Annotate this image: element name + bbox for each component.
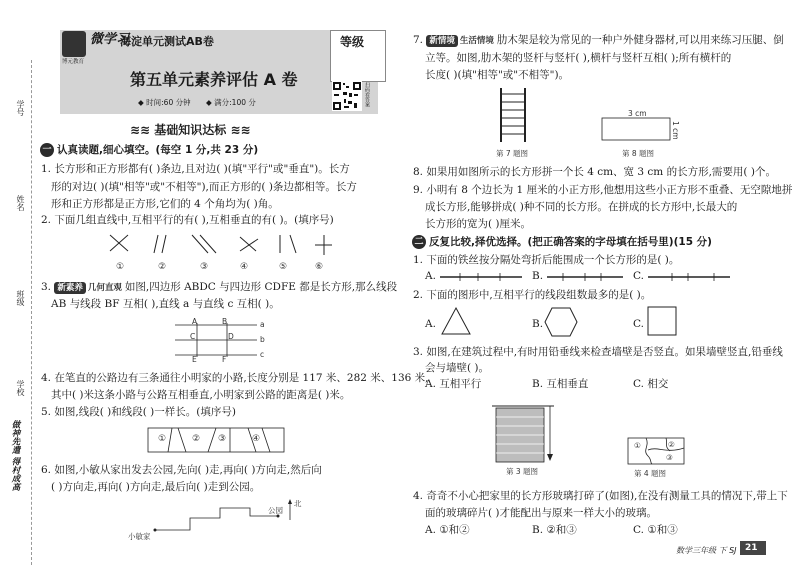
q7-line2: 立等。如图,肋木架的竖杆与竖杆( ),横杆与竖杆互相( );所有横杆的 (425, 52, 732, 64)
q1-line3: 形和正方形都是正方形,它们的 4 个角均为( )角。 (51, 198, 279, 210)
q6-figure (150, 498, 310, 548)
q2-2-opt-b: B. (532, 318, 544, 330)
q6-line1: 6. 如图,小敏从家出发去公园,先向( )走,再向( )方向走,然后向 (41, 464, 322, 476)
q2-3-fig-caption: 第 3 题图 (506, 467, 539, 476)
q2-1-opt-a-wire (438, 272, 524, 282)
q3-figure (165, 315, 275, 365)
q3-line2: AB 与线段 BF 互相( ),直线 a 与直线 c 互相( )。 (51, 298, 280, 310)
q5-text: 5. 如图,线段( )和线段( )一样长。(填序号) (41, 406, 236, 418)
q7-figure (493, 86, 533, 144)
q1-line1: 1. 长方形和正方形都有( )条边,且对边( )(填"平行"或"垂直")。长方 (41, 163, 350, 175)
brand-sub: 博元教育 (62, 59, 85, 65)
q2-label-5: ⑤ (279, 262, 288, 272)
q2-label-2: ② (158, 262, 167, 272)
q2-4-line2: 面的玻璃碎片( )才能配出与原来一样大小的玻璃。 (425, 507, 658, 519)
q3-fig-E: E (192, 355, 197, 364)
q2-4-line1: 4. 奇奇不小心把家里的长方形玻璃打碎了(如图),在没有测量工具的情况下,带上下 (413, 490, 788, 502)
q5-label-3: ③ (218, 434, 227, 444)
q2-4-opt-a: A. ①和② (425, 524, 470, 536)
q2-4-fig-mark-2: ② (668, 440, 675, 449)
section1-header: 一 认真读题,细心填空。(每空 1 分,共 23 分) (40, 143, 258, 158)
q6-line2: ( )方向走,再向( )方向走,最后向( )走到公园。 (51, 481, 261, 493)
section2-header: 二 反复比较,择优选择。(把正确答案的字母填在括号里)(15 分) (412, 235, 712, 250)
margin-rule (31, 60, 32, 565)
q2-2-opt-a-triangle (440, 306, 472, 336)
q2-1-text: 1. 下面的铁丝按分隔处弯折后能围成一个长方形的是( )。 (413, 254, 680, 266)
q3-line1: 3. 新素养 几何直观 如图,四边形 ABDC 与四边形 CDFE 都是长方形,那么线段 (41, 281, 398, 293)
q2-figure (100, 231, 340, 261)
brand-logo (62, 31, 86, 57)
q2-3-figure (492, 394, 562, 464)
q2-1-opt-b-wire (545, 272, 625, 282)
q7-fig-caption: 第 7 题图 (496, 149, 529, 158)
q2-3-opt-c: C. 相交 (633, 378, 669, 390)
q3-fig-b: b (260, 335, 265, 344)
q2-3-opt-b: B. 互相垂直 (532, 378, 589, 390)
q3-fig-B: B (222, 317, 228, 326)
q2-label-3: ③ (200, 262, 209, 272)
q2-2-opt-c: C. (633, 318, 644, 330)
margin-label-name: 姓名 (16, 195, 25, 211)
q2-4-fig-caption: 第 4 题图 (634, 469, 667, 478)
q8-text: 8. 如果用如图所示的长方形拼一个长 4 cm、宽 3 cm 的长方形,需要用( )个。 (413, 166, 776, 178)
q2-label-6: ⑥ (315, 262, 324, 272)
q2-4-fig-mark-3: ③ (666, 453, 673, 462)
q3-fig-F: F (222, 355, 227, 364)
q5-figure (146, 424, 288, 456)
brand-logo-text: 微学习 (90, 32, 130, 47)
q3-fig-A: A (192, 317, 198, 326)
q2-2-text: 2. 下面的图形中,互相平行的线段组数最多的是( )。 (413, 289, 652, 301)
q8-fig-height: 1 cm (671, 121, 680, 140)
q2-3-line1: 3. 如图,在建筑过程中,有时用铅垂线来检查墙壁是否竖直。如果墙壁竖直,铅垂线 (413, 346, 783, 358)
q4-line2: 其中( )米这条小路与公路互相垂直,小明家到公路的距离是( )米。 (51, 389, 351, 401)
q9-line2: 成长方形,能够拼成( )种不同的长方形。在拼成的长方形中,长最大的 (425, 201, 738, 213)
series-name: 海淀单元测试AB卷 (120, 35, 214, 48)
section-banner: ≋≋ 基础知识达标 ≋≋ (130, 123, 251, 137)
q3-fig-D: D (228, 332, 234, 341)
margin-label-class: 班级 (16, 290, 25, 306)
q2-2-opt-c-square (646, 305, 678, 337)
footer-subject: 数学三年级 下 SJ (676, 546, 737, 555)
q9-line1: 9. 小明有 8 个边长为 1 厘米的小正方形,他想用这些小正方形不重叠、无空隙地拼 (413, 184, 793, 196)
margin-label-id: 学号 (16, 100, 25, 116)
q2-1-opt-b: B. (532, 270, 544, 282)
grade-label: 等级 (340, 35, 365, 49)
page-number: 21 (745, 543, 758, 553)
margin-label-school: 学校 (16, 380, 25, 396)
q3-fig-c: c (260, 350, 265, 359)
q2-4-fig-mark-1: ① (634, 441, 641, 450)
margin-motto: 做神先遣 得村成高 (10, 420, 20, 491)
q8-fig-caption: 第 8 题图 (622, 149, 655, 158)
q9-line3: 长方形的宽为( )厘米。 (425, 218, 532, 230)
q5-label-4: ④ (252, 434, 261, 444)
qr-code (332, 81, 362, 111)
q3-fig-C: C (190, 332, 196, 341)
q6-fig-park: 公园 (268, 506, 283, 515)
q2-label-4: ④ (240, 262, 249, 272)
q2-2-opt-b-hexagon (543, 306, 579, 338)
q7-line3: 长度( )(填"相等"或"不相等")。 (425, 69, 570, 81)
q5-label-2: ② (192, 434, 201, 444)
page-title: 第五单元素养评估 A 卷 (130, 70, 298, 89)
exam-time: ◆ 时间:60 分钟 (138, 98, 191, 107)
q2-1-opt-c: C. (633, 270, 644, 282)
q6-fig-north: 北 (294, 499, 302, 508)
q2-1-opt-a: A. (425, 270, 436, 282)
q3-fig-a: a (260, 320, 265, 329)
q2-3-opt-a: A. 互相平行 (425, 378, 482, 390)
q7-line1: 7. 新情境 生活情境 肋木架是较为常见的一种户外健身器材,可以用来练习压腿、倒 (413, 34, 784, 46)
exam-score: ◆ 满分:100 分 (206, 98, 256, 107)
q6-fig-home: 小敏家 (128, 532, 151, 541)
q8-fig-width: 3 cm (628, 109, 647, 118)
q2-text: 2. 下面几组直线中,互相平行的有( ),互相垂直的有( )。(填序号) (41, 214, 334, 226)
q5-label-1: ① (158, 434, 167, 444)
q2-3-line2: 会与墙壁( )。 (425, 362, 490, 374)
qr-caption: 扫码看答案 (364, 82, 370, 107)
q2-4-opt-b: B. ②和③ (532, 524, 577, 536)
q2-4-opt-c: C. ①和③ (633, 524, 678, 536)
q1-line2: 形的对边( )(填"相等"或"不相等"),而正方形的( )条边都相等。长方 (51, 181, 357, 193)
q4-line1: 4. 在笔直的公路边有三条通往小明家的小路,长度分别是 117 米、282 米、136 米, (41, 372, 429, 384)
q2-label-1: ① (116, 262, 125, 272)
q2-1-opt-c-wire (646, 272, 732, 282)
q2-2-opt-a: A. (425, 318, 436, 330)
